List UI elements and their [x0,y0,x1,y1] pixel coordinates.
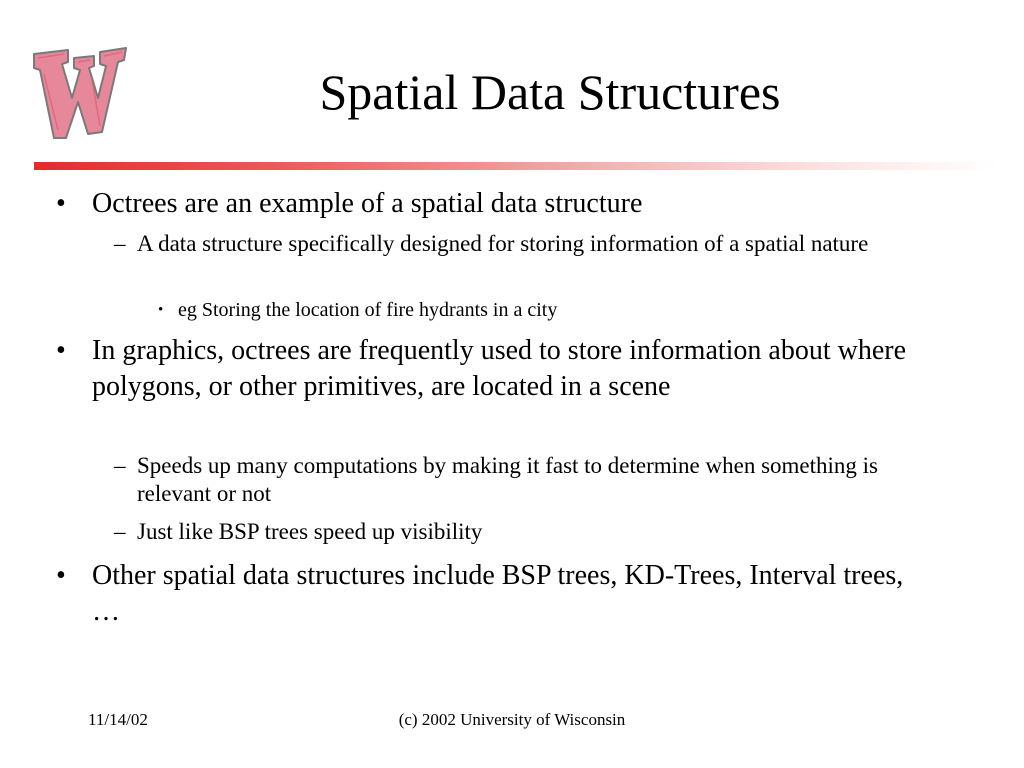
dash-marker: – [114,519,126,544]
bullet-marker: • [56,560,66,591]
sub-bullet-item [114,230,984,258]
sub-bullet-text: Just like BSP trees speed up visibility [137,519,483,544]
sub-sub-bullet-item [158,298,918,322]
title-underline-bar [34,162,998,170]
sub-bullet-text: A data structure specifically designed for storing information of a spatial nature [137,231,869,256]
bullet-item [56,558,956,630]
dash-marker: – [114,231,126,256]
bullet-text: In graphics, octrees are frequently used to store information about where polygons, or other primitives, are located in a scene [92,335,907,402]
footer-date: 11/14/02 [88,710,148,729]
bullet-marker: • [158,302,164,318]
bullet-text: Octrees are an example of a spatial data structure [92,188,643,219]
bullet-marker: • [56,335,66,366]
footer-copyright: (c) 2002 University of Wisconsin [398,710,626,729]
sub-bullet-text: Speeds up many computations by making it fast to determine when something is relevant or not [137,453,878,506]
bullet-marker: • [56,188,66,219]
sub-bullet-item [114,518,984,546]
sub-sub-bullet-text: eg Storing the location of fire hydrants in a city [178,299,558,321]
slide-title: Spatial Data Structures [319,64,781,120]
bullet-item [56,186,956,222]
bullet-item [56,333,956,405]
dash-marker: – [114,453,126,478]
sub-bullet-item [114,452,984,508]
bullet-text: Other spatial data structures include BSP trees, KD-Trees, Interval trees, … [92,560,904,627]
